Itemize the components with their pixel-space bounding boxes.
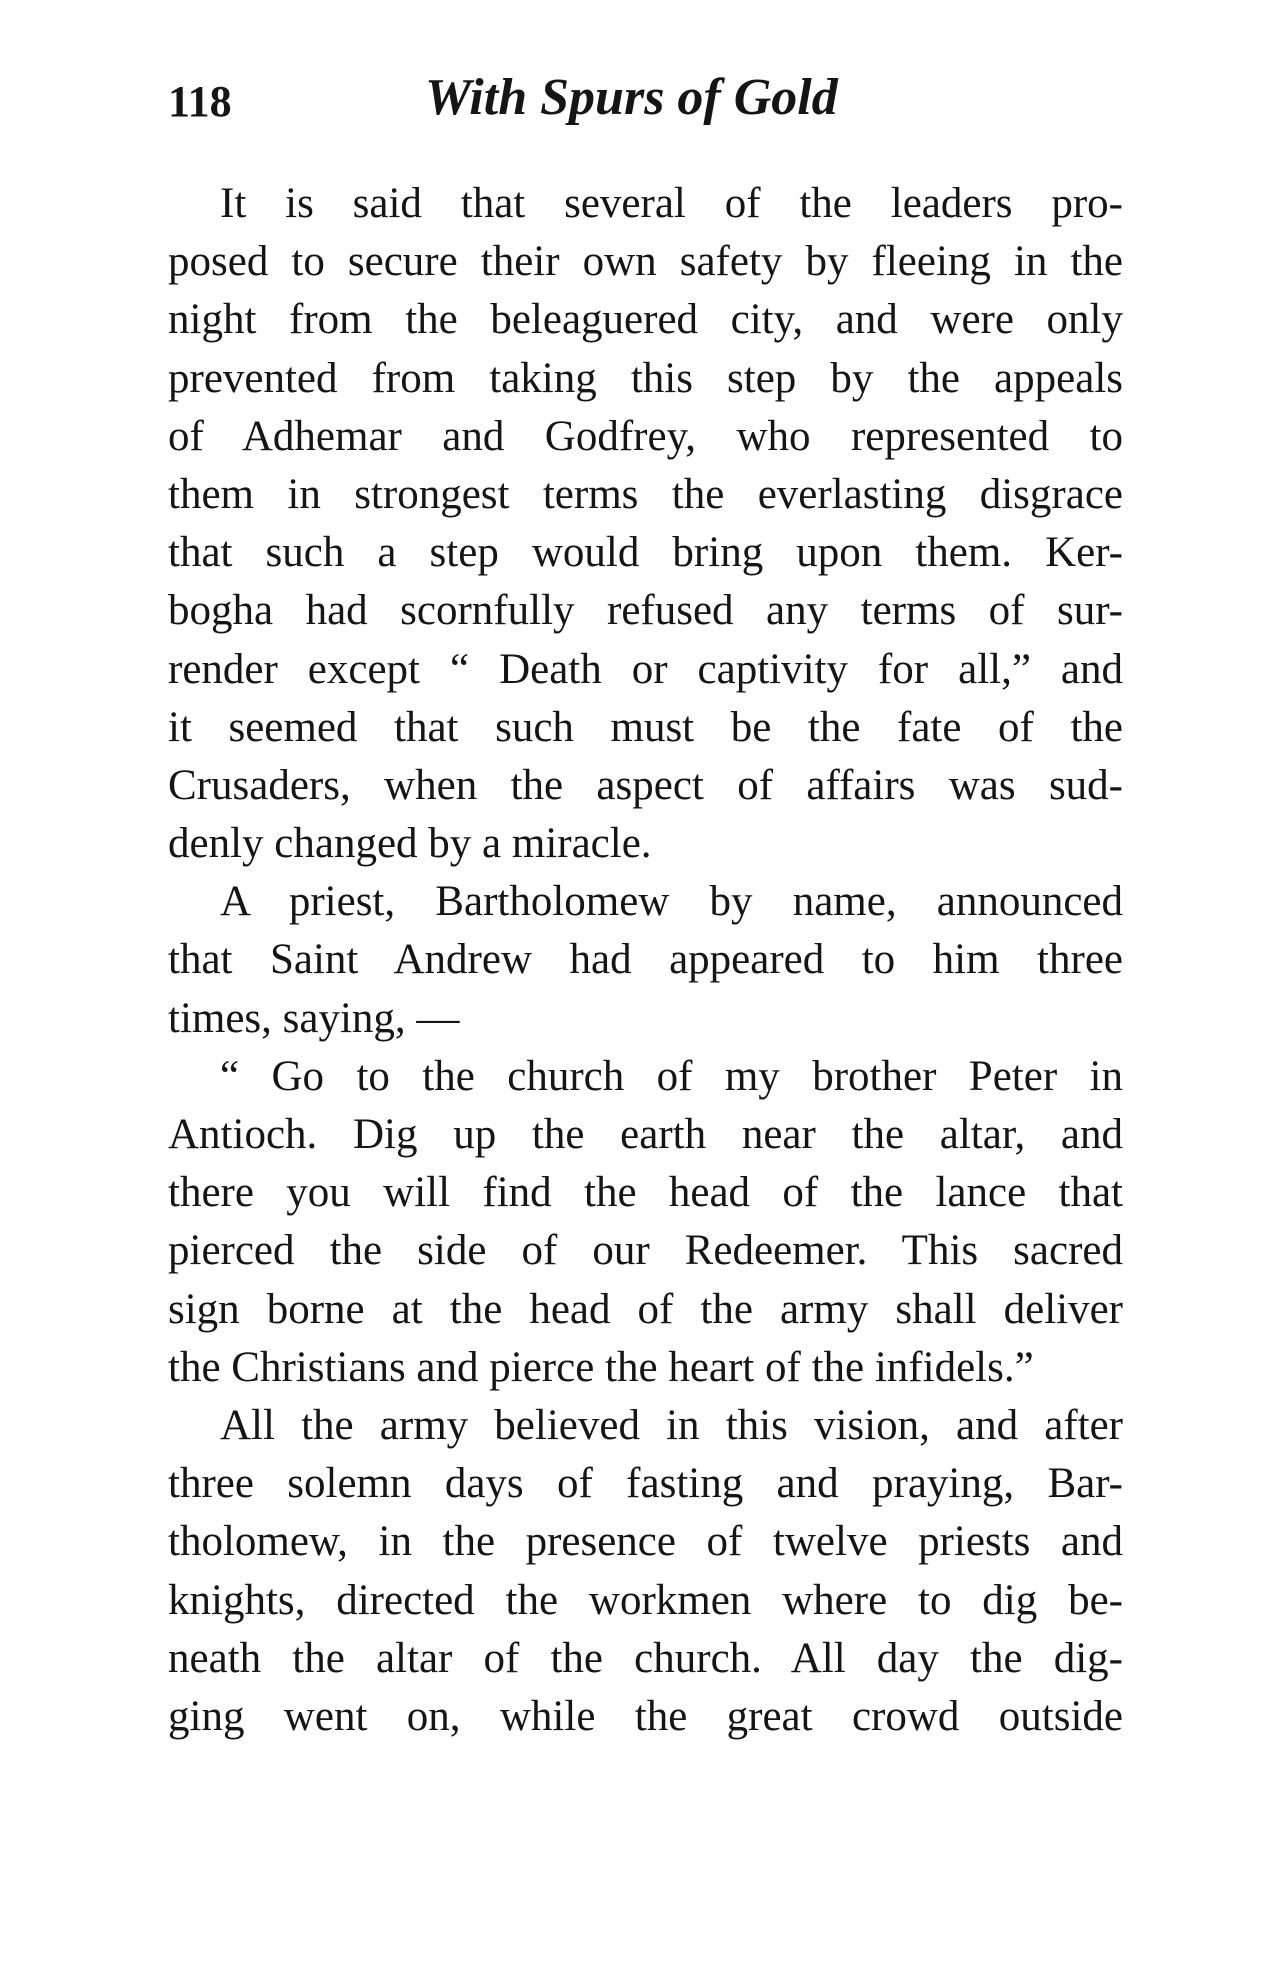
text-line: night from the beleaguered city, and were only: [168, 296, 1123, 344]
text-line: of Adhemar and Godfrey, who represented to: [168, 412, 1123, 460]
text-line: it seemed that such must be the fate of the: [168, 703, 1123, 751]
text-line: them in strongest terms the everlasting disgrace: [168, 470, 1123, 518]
text-line: tholomew, in the presence of twelve priests and: [168, 1518, 1123, 1566]
page-header: [168, 68, 1123, 148]
text-line: render except “ Death or captivity for all,” and: [168, 645, 1123, 693]
running-title: With Spurs of Gold: [425, 69, 838, 126]
text-line: Antioch. Dig up the earth near the altar, and: [168, 1111, 1123, 1158]
text-line: the Christians and pierce the heart of the infidels.”: [168, 1343, 1034, 1391]
text-line: A priest, Bartholomew by name, announced: [220, 878, 1123, 926]
text-line: Crusaders, when the aspect of affairs was sud-: [168, 761, 1123, 809]
text-line: neath the altar of the church. All day the dig-: [168, 1634, 1123, 1682]
page-number: 118: [168, 77, 232, 126]
text-line: ging went on, while the great crowd outside: [168, 1692, 1123, 1740]
text-line: there you will find the head of the lance that: [168, 1169, 1123, 1217]
text-line: It is said that several of the leaders pro-: [220, 180, 1123, 227]
text-line: bogha had scornfully refused any terms of sur-: [168, 587, 1123, 635]
text-line: prevented from taking this step by the appeals: [168, 354, 1123, 402]
text-line: three solemn days of fasting and praying, Bar-: [168, 1460, 1123, 1508]
text-line: knights, directed the workmen where to dig be-: [168, 1576, 1123, 1624]
text-line: sign borne at the head of the army shall deliver: [168, 1285, 1123, 1333]
text-line: “ Go to the church of my brother Peter in: [220, 1052, 1123, 1100]
text-line: All the army believed in this vision, and after: [220, 1401, 1123, 1449]
text-line: times, saying, —: [168, 994, 460, 1042]
text-line: that such a step would bring upon them. Ker-: [168, 529, 1123, 577]
text-line: that Saint Andrew had appeared to him three: [168, 936, 1123, 984]
body-text: [168, 175, 1123, 1746]
text-line: denly changed by a miracle.: [168, 820, 652, 868]
text-line: pierced the side of our Redeemer. This sacred: [168, 1227, 1123, 1275]
text-line: posed to secure their own safety by fleeing in the: [168, 238, 1123, 286]
